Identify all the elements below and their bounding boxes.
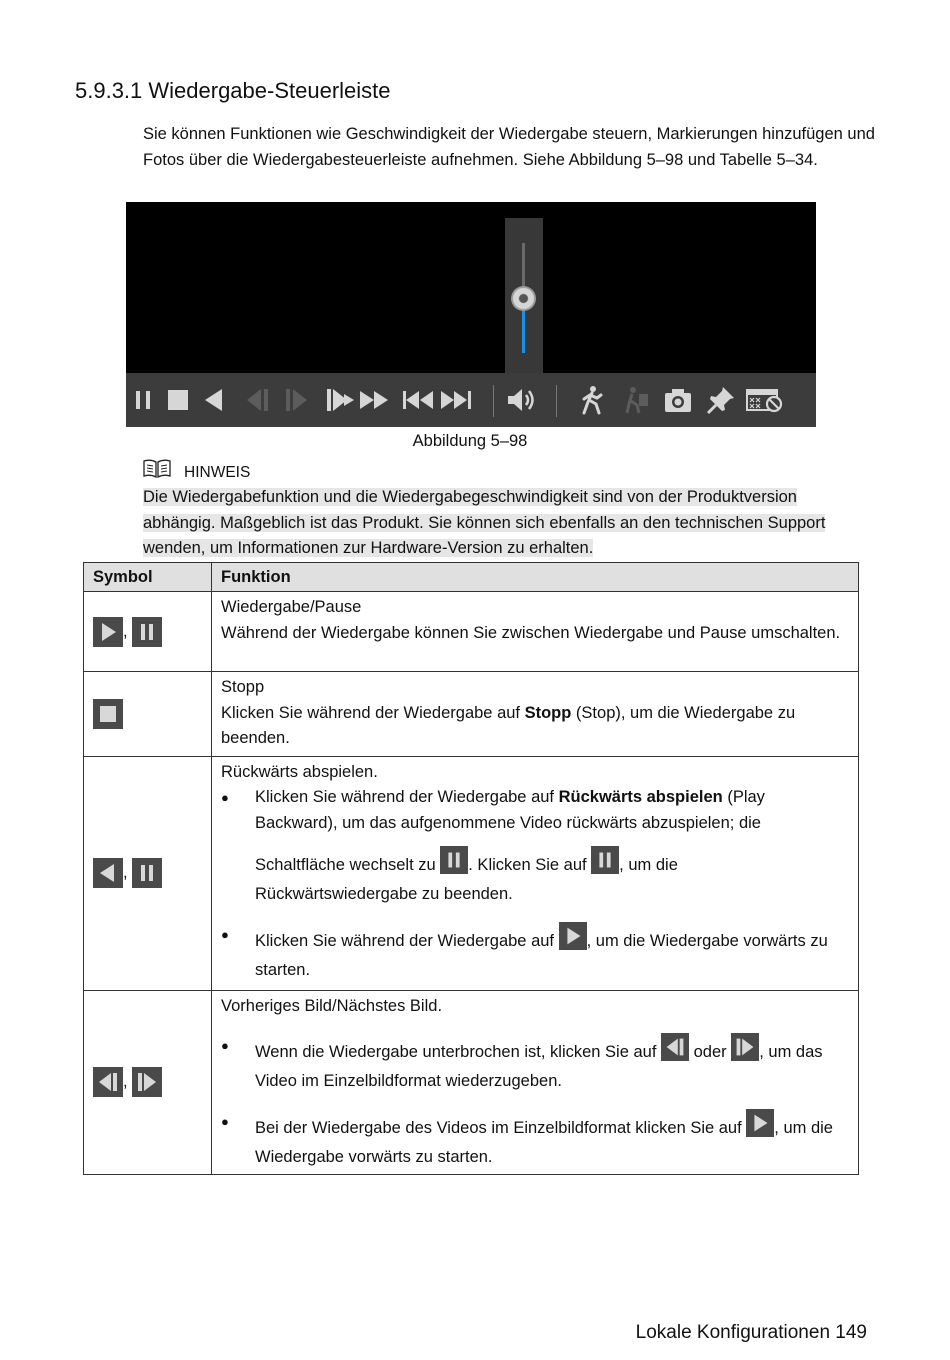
symbol-cell: , <box>84 592 212 672</box>
play-backward-icon[interactable] <box>198 384 230 416</box>
bullet-item: ● Bei der Wiedergabe des Videos im Einzelbildformat klicken Sie auf , um die Wiedergabe vorwärts zu starten. <box>221 1109 849 1171</box>
symbol-cell <box>84 672 212 757</box>
play-icon <box>93 617 123 647</box>
volume-slider-handle[interactable] <box>511 286 536 311</box>
function-cell <box>212 756 859 990</box>
control-separator <box>493 385 494 417</box>
previous-frame-icon <box>93 1067 123 1097</box>
pause-icon <box>132 617 162 647</box>
play-icon <box>559 922 587 950</box>
fast-forward-icon[interactable] <box>358 384 390 416</box>
stop-icon[interactable] <box>162 384 194 416</box>
row-title: Rückwärts abspielen. <box>221 762 378 781</box>
previous-record-icon[interactable] <box>402 384 434 416</box>
play-backward-icon <box>93 858 123 888</box>
smart-search-person-icon[interactable] <box>619 384 651 416</box>
table-row <box>84 592 859 672</box>
next-frame-icon <box>132 1067 162 1097</box>
next-frame-icon[interactable] <box>280 384 312 416</box>
note-label: HINWEIS <box>184 464 251 481</box>
play-icon <box>746 1109 774 1137</box>
table-row <box>84 990 859 1175</box>
stop-icon <box>93 699 123 729</box>
row-title: Wiedergabe/Pause <box>221 598 362 616</box>
intro-paragraph: Sie können Funktionen wie Geschwindigkeit der Wiedergabe steuern, Markierungen hinzufügen und Fotos über die Wiedergabesteuerleiste aufnehmen. Siehe Abbildung 5–98 und Tabelle 5–34. <box>143 125 875 169</box>
smart-search-icon[interactable] <box>576 384 608 416</box>
sync-icon[interactable] <box>746 384 784 416</box>
page-footer: Lokale Konfigurationen 149 <box>635 1322 867 1343</box>
previous-frame-icon <box>661 1033 689 1061</box>
volume-icon[interactable] <box>505 384 537 416</box>
next-record-icon[interactable] <box>440 384 472 416</box>
note-text: Die Wiedergabefunktion und die Wiedergabegeschwindigkeit sind von der Produktversion abhängig. Maßgeblich ist das Produkt. Sie können sich ebenfalls an den technischen Support wenden, um Informationen zur Hardware-Version zu erhalten. <box>143 488 826 557</box>
header-function: Funktion <box>212 563 859 592</box>
snapshot-icon[interactable] <box>662 384 694 416</box>
previous-frame-icon[interactable] <box>243 384 275 416</box>
book-icon <box>143 459 171 479</box>
figure-caption: Abbildung 5–98 <box>412 432 528 450</box>
function-cell <box>212 990 859 1175</box>
function-cell <box>212 592 859 672</box>
slow-play-icon[interactable] <box>324 384 356 416</box>
pause-icon <box>132 858 162 888</box>
table-header-row <box>84 563 859 592</box>
function-cell <box>212 672 859 757</box>
bullet-item: ● Wenn die Wiedergabe unterbrochen ist, klicken Sie auf oder , um das Video im Einzelbildformat wiederzugeben. <box>221 1033 849 1095</box>
control-separator <box>556 385 557 417</box>
function-table <box>83 562 859 1175</box>
row-text: Während der Wiedergabe können Sie zwischen Wiedergabe und Pause umschalten. <box>221 623 841 642</box>
bullet-item: ● Klicken Sie während der Wiedergabe auf , um die Wiedergabe vorwärts zu starten. <box>221 922 849 984</box>
symbol-cell: , <box>84 756 212 990</box>
table-row <box>84 756 859 990</box>
header-symbol: Symbol <box>84 563 212 592</box>
next-frame-icon <box>731 1033 759 1061</box>
table-row <box>84 672 859 757</box>
pause-icon <box>440 846 468 874</box>
bullet-item: ● Klicken Sie während der Wiedergabe auf Rückwärts abspielen (Play Backward), um das aufgenommene Video rückwärts abzuspielen; die Schaltfläche wechselt zu . Klicken Sie auf , um die Rückwärtswiedergabe zu beenden. <box>221 785 849 908</box>
section-heading: 5.9.3.1 Wiedergabe-Steuerleiste <box>75 78 391 103</box>
pause-icon[interactable] <box>128 384 160 416</box>
symbol-cell: , <box>84 990 212 1175</box>
mark-icon[interactable] <box>705 384 737 416</box>
row-title: Vorheriges Bild/Nächstes Bild. <box>221 996 443 1015</box>
row-title: Stopp <box>221 678 265 696</box>
pause-icon <box>591 846 619 874</box>
row-text: Klicken Sie während der Wiedergabe auf Stopp (Stop), um die Wiedergabe zu beenden. <box>221 703 796 747</box>
